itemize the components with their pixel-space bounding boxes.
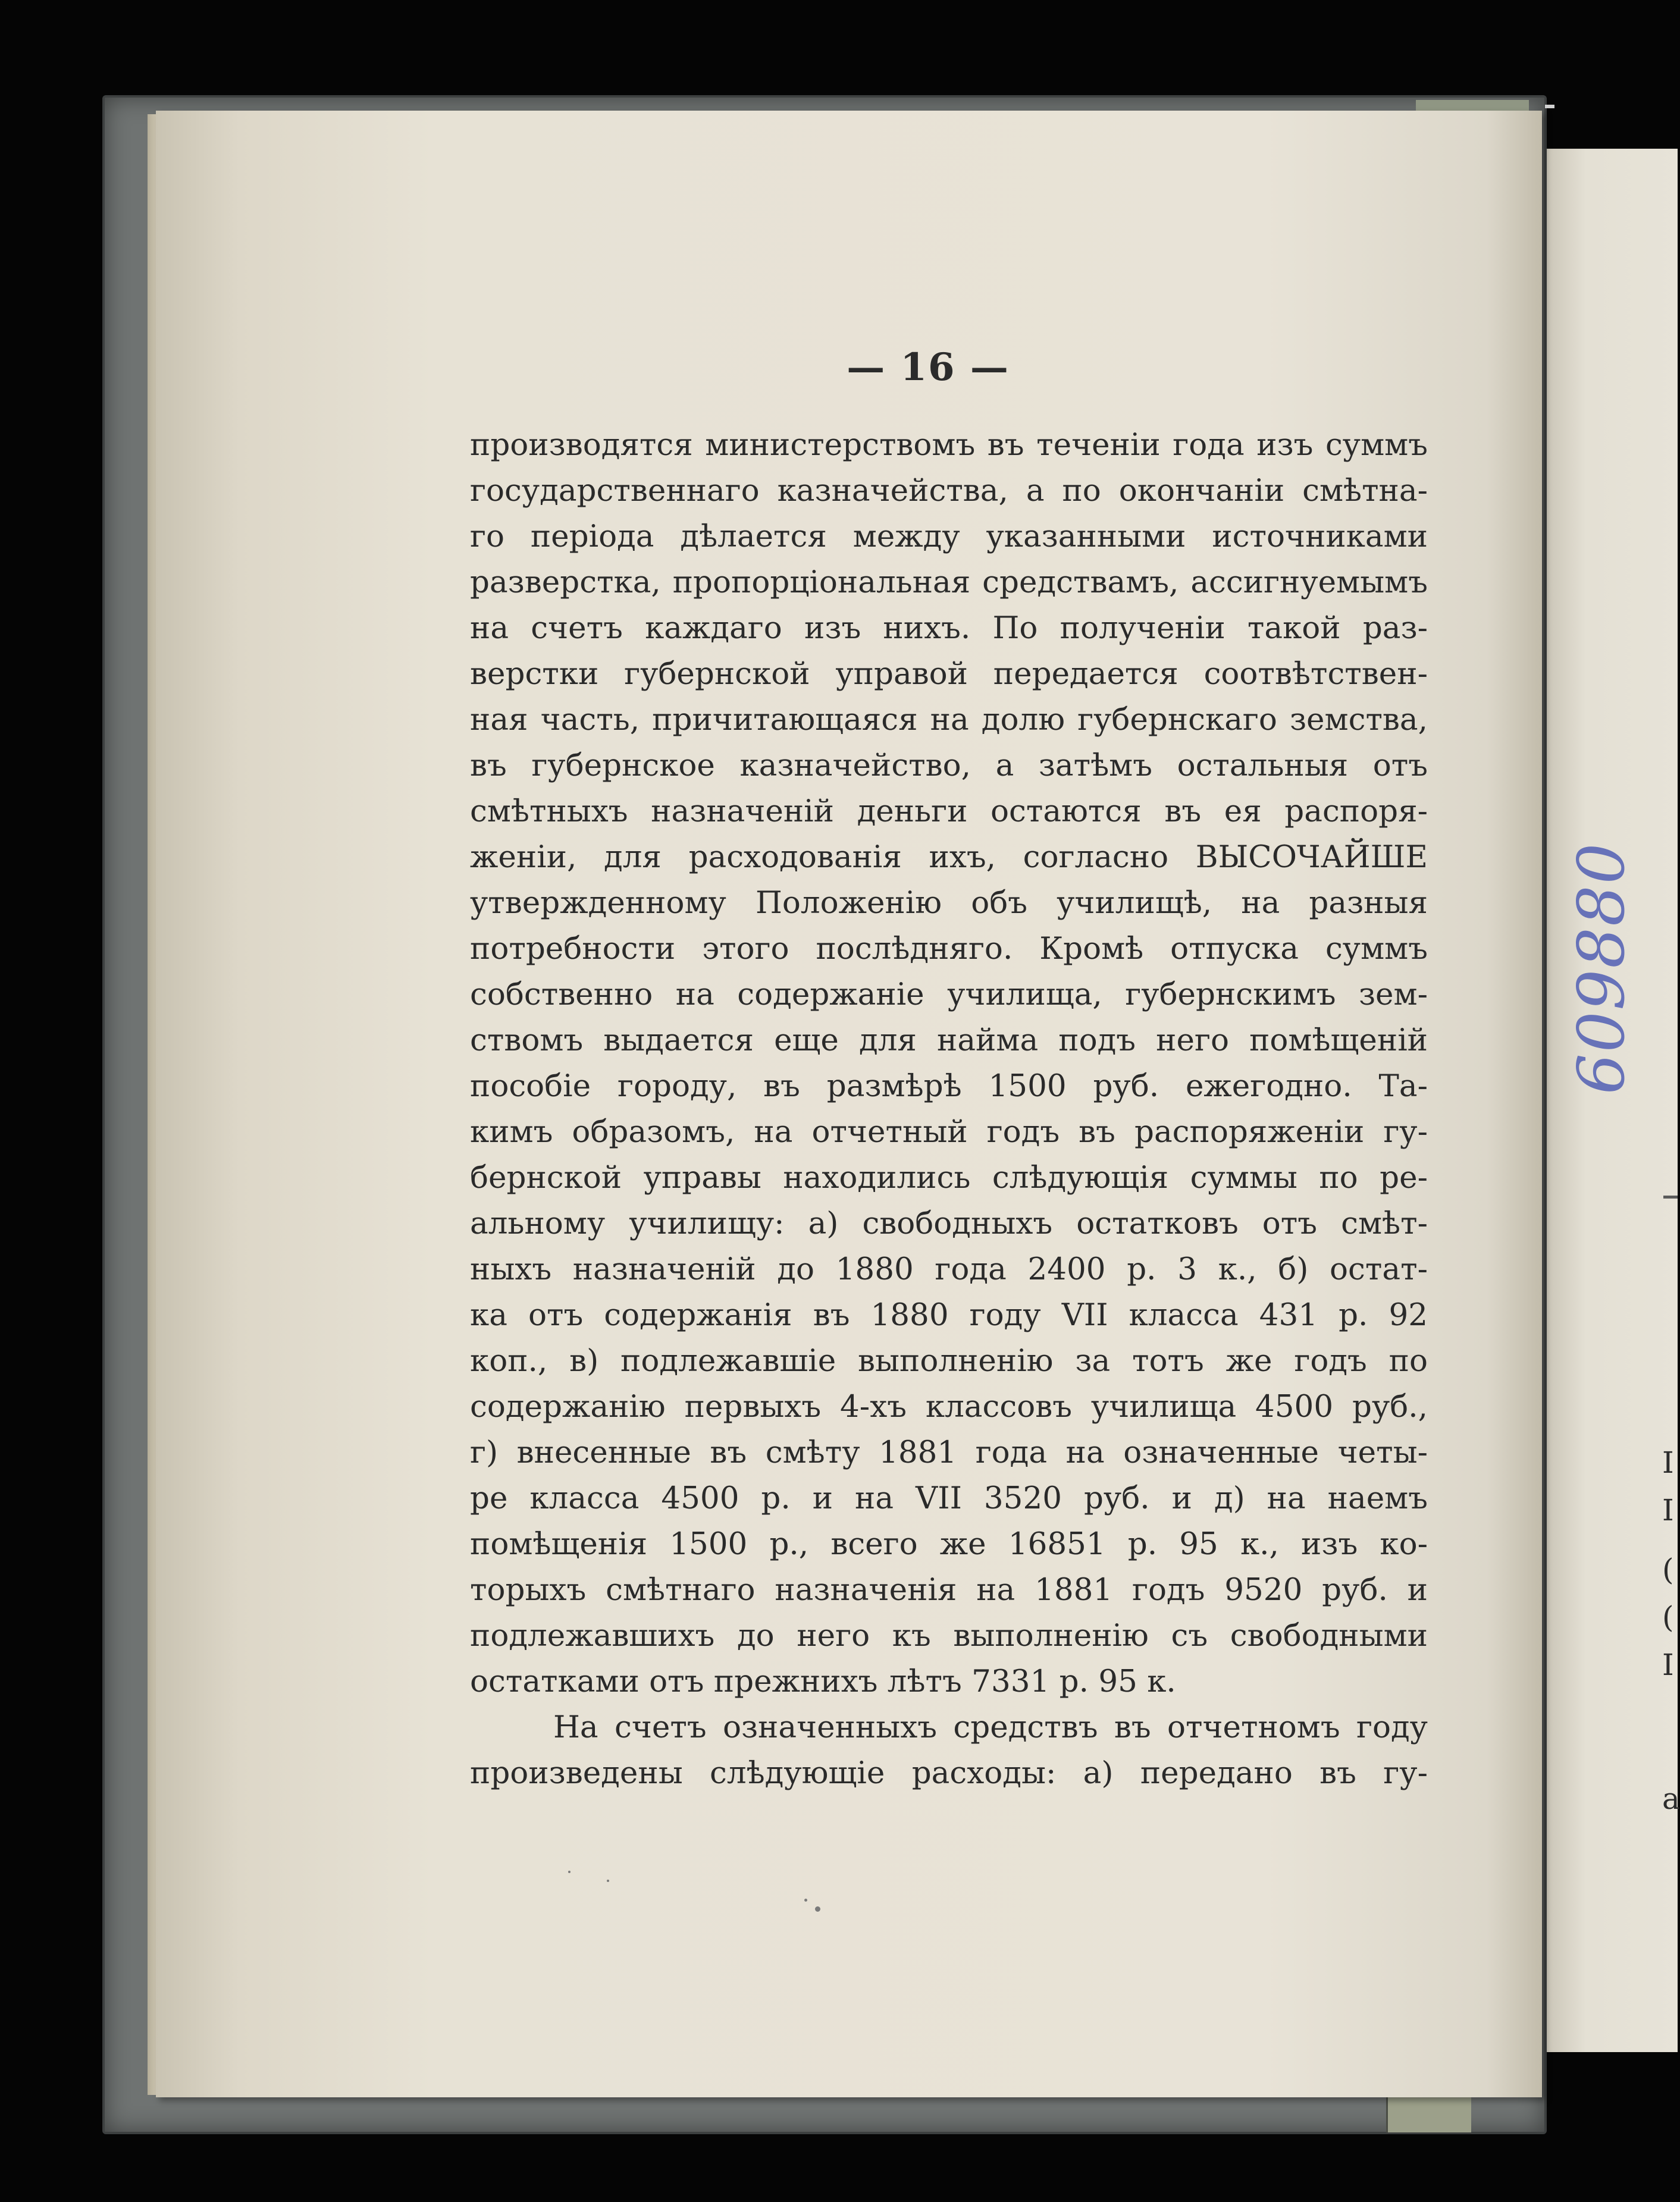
text-line: смѣтныхъ назначеній деньги остаются въ ея распоря- — [470, 793, 1428, 829]
text-line: ре класса 4500 р. и на VII 3520 руб. и д) на наемъ — [470, 1480, 1428, 1516]
text-line: коп., в) подлежавшіе выполненію за тотъ же годъ по — [470, 1343, 1428, 1379]
text-line: содержанію первыхъ 4-хъ классовъ училища 4500 руб., — [470, 1389, 1428, 1425]
adjacent-page-letter: ( — [1662, 1600, 1674, 1635]
text-line: ствомъ выдается еще для найма подъ него помѣщеній — [470, 1022, 1428, 1058]
text-line: На счетъ означенныхъ средствъ въ отчетномъ году — [553, 1709, 1428, 1745]
text-line: подлежавшихъ до него къ выполненію съ свободными — [470, 1618, 1428, 1654]
text-line: помѣщенія 1500 р., всего же 16851 р. 95 к., изъ ко- — [470, 1526, 1428, 1562]
adjacent-page-letter: I — [1662, 1445, 1674, 1480]
text-line: произведены слѣдующіе расходы: а) передано въ гу- — [470, 1755, 1428, 1791]
text-line: въ губернское казначейство, а затѣмъ остальныя отъ — [470, 748, 1428, 783]
text-line: торыхъ смѣтнаго назначенія на 1881 годъ 9520 руб. и — [470, 1572, 1428, 1608]
text-line: бернской управы находились слѣдующія суммы по ре- — [470, 1160, 1428, 1196]
text-line: пособіе городу, въ размѣрѣ 1500 руб. ежегодно. Та- — [470, 1068, 1428, 1104]
text-line: го періода дѣлается между указанными источниками — [470, 519, 1428, 554]
adjacent-page-letter: I — [1662, 1493, 1674, 1527]
text-line: женіи, для расходованія ихъ, согласно ВЫСОЧАЙШЕ — [470, 839, 1428, 875]
adjacent-page-letter: I — [1662, 1648, 1674, 1682]
page-divider-mark — [1545, 105, 1554, 108]
text-line: верстки губернской управой передается соотвѣтствен- — [470, 656, 1428, 692]
adjacent-page-dash — [1663, 1196, 1678, 1199]
ink-speck — [815, 1906, 820, 1912]
text-line: производятся министерствомъ въ теченіи года изъ суммъ — [470, 427, 1428, 463]
text-line: остатками отъ прежнихъ лѣтъ 7331 р. 95 к. — [470, 1664, 1176, 1699]
text-line: альному училищу: а) свободныхъ остатковъ отъ смѣт- — [470, 1206, 1428, 1241]
text-line: потребности этого послѣдняго. Кромѣ отпуска суммъ — [470, 931, 1428, 967]
page-number: — 16 — — [847, 345, 1010, 390]
text-line: г) внесенные въ смѣту 1881 года на означенные четы- — [470, 1435, 1428, 1470]
ink-speck — [607, 1880, 609, 1882]
text-line: утвержденному Положенію объ училищѣ, на разныя — [470, 885, 1428, 921]
adjacent-page-letter: a — [1662, 1781, 1680, 1816]
text-line: государственнаго казначейства, а по окончаніи смѣтна- — [470, 473, 1428, 509]
text-line: разверстка, пропорціональная средствамъ, ассигнуемымъ — [470, 564, 1428, 600]
page-body-text — [470, 422, 1428, 1796]
adjacent-page-letter: ( — [1662, 1552, 1674, 1587]
text-line: ка отъ содержанія въ 1880 году VII класса 431 р. 92 — [470, 1297, 1428, 1333]
text-line: собственно на содержаніе училища, губернскимъ зем- — [470, 977, 1428, 1012]
ink-speck — [568, 1871, 571, 1873]
text-line: ныхъ назначеній до 1880 года 2400 р. 3 к., б) остат- — [470, 1251, 1428, 1287]
text-line: на счетъ каждаго изъ нихъ. По полученіи такой раз- — [470, 610, 1428, 646]
text-line: ная часть, причитающаяся на долю губернскаго земства, — [470, 702, 1428, 738]
ink-speck — [804, 1899, 807, 1902]
adjacent-page — [1547, 149, 1678, 2052]
text-line: кимъ образомъ, на отчетный годъ въ распоряженіи гу- — [470, 1114, 1428, 1150]
library-stamp: 609880 — [1565, 842, 1639, 1094]
